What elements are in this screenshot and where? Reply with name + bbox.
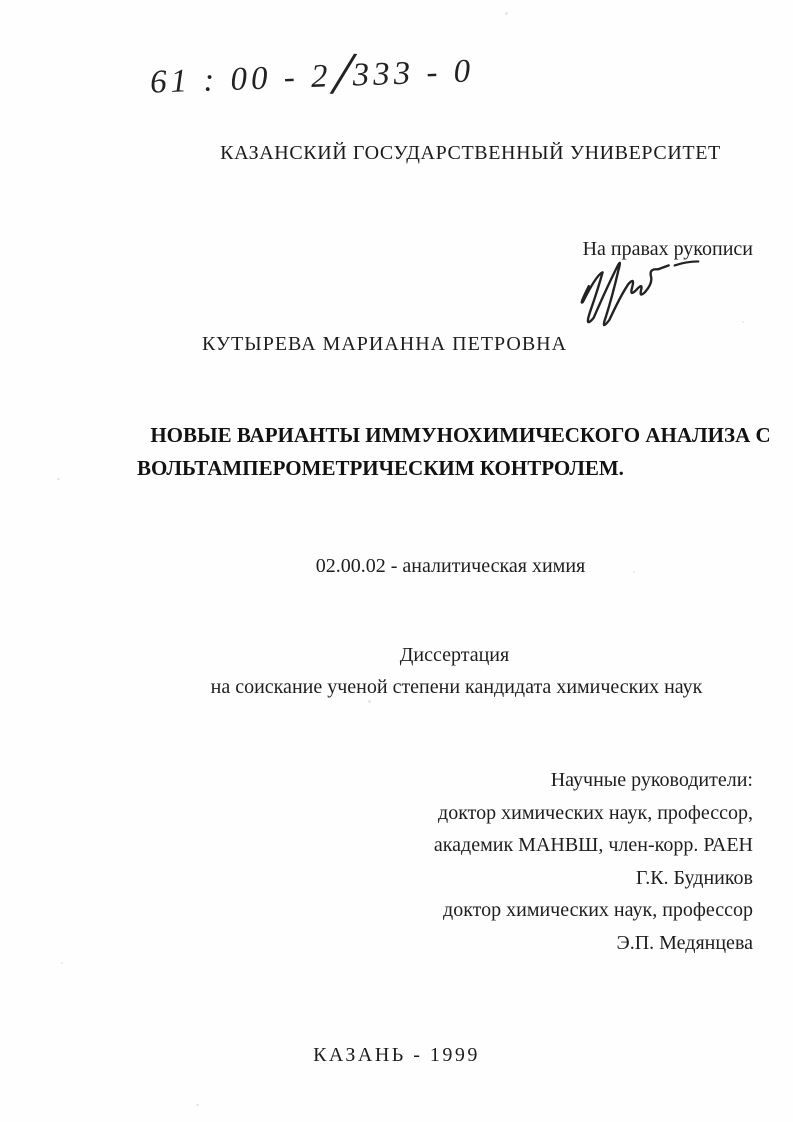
supervisor-line: доктор химических наук, профессор, [438,801,753,824]
supervisor-line: академик МАНВШ, член-корр. РАЕН [433,834,753,856]
library-code-suffix: 333 - 0 [352,53,475,94]
degree-line: на соискание ученой степени кандидата химических наук [210,676,703,698]
work-type: Диссертация [399,644,510,666]
scan-speckle [61,962,63,964]
signature-handwriting [573,256,721,336]
scan-speckle [368,700,371,703]
library-code-prefix: 61 : 00 - 2 [149,58,333,101]
university-name: КАЗАНСКИЙ ГОСУДАРСТВЕННЫЙ УНИВЕРСИТЕТ [220,142,721,164]
supervisors-block [434,764,753,959]
manuscript-rights-note: На правах рукописи [582,238,753,260]
specialty-code: 02.00.02 - аналитическая химия [315,555,586,577]
handwritten-library-code [149,38,530,108]
scan-speckle [505,12,508,15]
scan-speckle [633,571,635,573]
dissertation-title-line2: ВОЛЬТАМПЕРОМЕТРИЧЕСКИМ КОНТРОЛЕМ. [137,456,624,480]
city-year: КАЗАНЬ - 1999 [313,1044,480,1066]
scan-speckle [196,1104,199,1106]
author-name: КУТЫРЕВА МАРИАННА ПЕТРОВНА [201,333,568,355]
dissertation-title-line1: НОВЫЕ ВАРИАНТЫ ИММУНОХИМИЧЕСКОГО АНАЛИЗА С [150,423,771,447]
scan-speckle [742,321,744,323]
supervisor-line: доктор химических наук, профессор [443,899,753,921]
supervisor-name: Э.П. Медянцева [616,931,753,954]
supervisors-heading: Научные руководители: [550,769,753,791]
library-code-slash: / [332,38,354,108]
supervisor-name: Г.К. Будников [635,866,753,889]
scan-speckle [57,478,60,480]
